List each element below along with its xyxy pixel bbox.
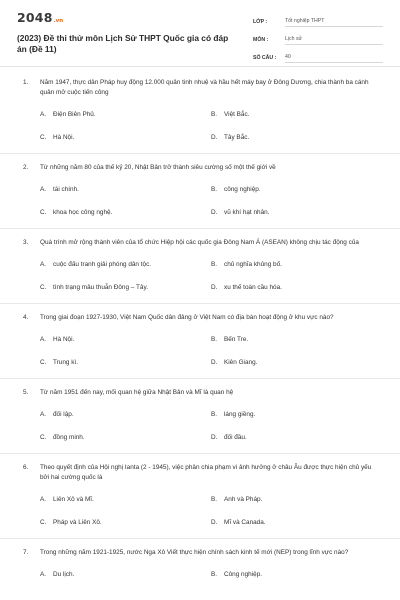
answer-option[interactable] [40,185,211,195]
option-text: láng giềng. [224,411,256,418]
answer-options [40,185,372,218]
option-letter: D. [211,209,218,216]
answer-option[interactable] [211,518,361,528]
answer-option[interactable] [40,335,211,345]
option-text: Công nghiệp. [224,571,263,578]
answer-option[interactable] [211,260,361,270]
answer-option[interactable] [40,260,211,270]
question-number: 1. [23,79,29,86]
option-letter: C. [40,134,47,141]
option-text: Pháp và Liên Xô. [53,519,102,526]
answer-option[interactable] [40,570,211,580]
option-text: Việt Bắc. [224,111,250,118]
option-letter: D. [211,434,218,441]
logo-domain: .vn [53,18,64,24]
question-5 [0,388,400,454]
meta-label: MÔN : [253,37,269,43]
option-text: Du lịch. [53,571,75,578]
question-body [0,313,400,368]
option-letter: D. [211,134,218,141]
question-number: 6. [23,464,29,471]
answer-option[interactable] [211,410,361,420]
question-text: Năm 1947, thực dân Pháp huy động 12.000 quân tinh nhuệ và hầu hết máy bay ở Đông Dương, chia thành ba cánh quân mở cuộc tiến công [40,79,369,96]
question-6 [0,463,400,539]
option-text: Anh và Pháp. [224,496,263,503]
question-3 [0,238,400,304]
option-letter: C. [40,519,47,526]
option-text: chủ nghĩa khủng bố. [224,261,282,268]
question-divider [0,453,400,454]
question-divider [0,378,400,379]
option-text: tình trạng mâu thuẫn Đông – Tây. [53,284,148,291]
answer-option[interactable] [211,335,361,345]
question-body [0,463,400,528]
answer-option[interactable] [40,208,211,218]
answer-option[interactable] [40,495,211,505]
meta-value: 40 [285,50,383,63]
option-text: vũ khí hạt nhân. [224,209,270,216]
answer-option[interactable] [211,358,361,368]
answer-option[interactable] [211,433,361,443]
question-2 [0,163,400,229]
question-text: Trong giai đoạn 1927-1930, Việt Nam Quốc dân đảng ở Việt Nam có địa bàn hoạt động ở khu vực nào? [40,314,334,321]
answer-option[interactable] [40,358,211,368]
question-text: Theo quyết định của Hội nghị Ianta (2 - 1945), việc phân chia phạm vi ảnh hưởng ở châu Âu được thực hiện chủ yếu bởi hai cường quốc là [40,464,372,481]
question-number: 3. [23,239,29,246]
option-letter: B. [211,496,218,503]
answer-option[interactable] [211,283,361,293]
question-body [0,163,400,218]
question-divider [0,153,400,154]
meta-label: LỚP : [253,19,268,25]
exam-title: (2023) Đề thi thử môn Lịch Sử THPT Quốc gia có đáp án (Đề 11) [17,33,229,54]
option-letter: A. [40,261,47,268]
question-body [0,238,400,293]
option-letter: A. [40,186,47,193]
option-text: Mĩ và Canada. [224,519,266,526]
meta-value: Lịch sử [285,32,383,45]
option-letter: D. [211,519,218,526]
question-body [0,388,400,443]
option-text: đồng minh. [53,434,85,441]
header-divider [0,66,400,67]
answer-option[interactable] [211,133,361,143]
question-text: Quá trình mở rộng thành viên của tổ chức Hiệp hội các quốc gia Đông Nam Á (ASEAN) không chịu tác động của [40,239,359,246]
option-text: khoa học công nghệ. [53,209,113,216]
option-text: xu thế toàn cầu hóa. [224,284,282,291]
answer-options [40,335,372,368]
option-text: Tây Bắc. [224,134,250,141]
option-text: đối lập. [53,411,74,418]
question-number: 5. [23,389,29,396]
question-divider [0,228,400,229]
question-body [0,78,400,143]
exam-meta [253,12,383,66]
answer-option[interactable] [40,433,211,443]
option-text: đối đầu. [224,434,247,441]
option-text: Kiên Giang. [224,359,258,366]
answer-options [40,110,372,143]
answer-option[interactable] [40,518,211,528]
option-letter: B. [211,336,218,343]
answer-options [40,570,372,580]
option-letter: A. [40,496,47,503]
answer-option[interactable] [40,110,211,120]
answer-option[interactable] [211,570,361,580]
meta-row-count [253,48,383,63]
meta-label: SỐ CÂU : [253,55,277,61]
question-number: 4. [23,314,29,321]
meta-row-class [253,12,383,27]
logo-text: 2048 [17,10,53,25]
site-logo[interactable] [17,10,63,26]
option-letter: C. [40,434,47,441]
question-list [0,78,400,589]
option-letter: A. [40,111,47,118]
option-letter: D. [211,359,218,366]
option-text: Hà Nội. [53,336,75,343]
meta-row-subject [253,30,383,45]
question-body [0,548,400,580]
answer-option[interactable] [40,410,211,420]
option-text: công nghiệp. [224,186,261,193]
option-text: cuộc đấu tranh giải phóng dân tộc. [53,261,152,268]
option-letter: C. [40,359,47,366]
option-letter: D. [211,284,218,291]
answer-options [40,410,372,443]
question-number: 7. [23,549,29,556]
question-text: Trong những năm 1921-1925, nước Nga Xô Viết thực hiện chính sách kinh tế mới (NEP) trong lĩnh vực nào? [40,549,349,556]
option-text: tài chính. [53,186,79,193]
option-letter: B. [211,111,218,118]
question-text: Từ những năm 80 của thế kỷ 20, Nhật Bản trở thành siêu cường số một thế giới về [40,164,276,171]
answer-option[interactable] [211,110,361,120]
answer-option[interactable] [211,185,361,195]
question-divider [0,303,400,304]
question-1 [0,78,400,154]
option-text: Điện Biên Phủ. [53,111,96,118]
meta-value: Tốt nghiệp THPT [285,14,383,27]
question-divider [0,538,400,539]
question-text: Từ năm 1951 đến nay, mối quan hệ giữa Nhật Bản và Mĩ là quan hệ [40,389,234,396]
answer-options [40,260,372,293]
answer-option[interactable] [211,495,361,505]
option-letter: B. [211,411,218,418]
option-letter: C. [40,209,47,216]
option-letter: A. [40,336,47,343]
option-text: Trung kì. [53,359,78,366]
option-letter: B. [211,571,218,578]
answer-option[interactable] [40,133,211,143]
option-letter: A. [40,571,47,578]
option-text: Liên Xô và Mĩ. [53,496,94,503]
answer-option[interactable] [211,208,361,218]
answer-options [40,495,372,528]
question-7 [0,548,400,580]
option-letter: B. [211,186,218,193]
option-letter: A. [40,411,47,418]
option-text: Bến Tre. [224,336,249,343]
option-text: Hà Nội. [53,134,75,141]
answer-option[interactable] [40,283,211,293]
question-number: 2. [23,164,29,171]
option-letter: C. [40,284,47,291]
option-letter: B. [211,261,218,268]
question-4 [0,313,400,379]
